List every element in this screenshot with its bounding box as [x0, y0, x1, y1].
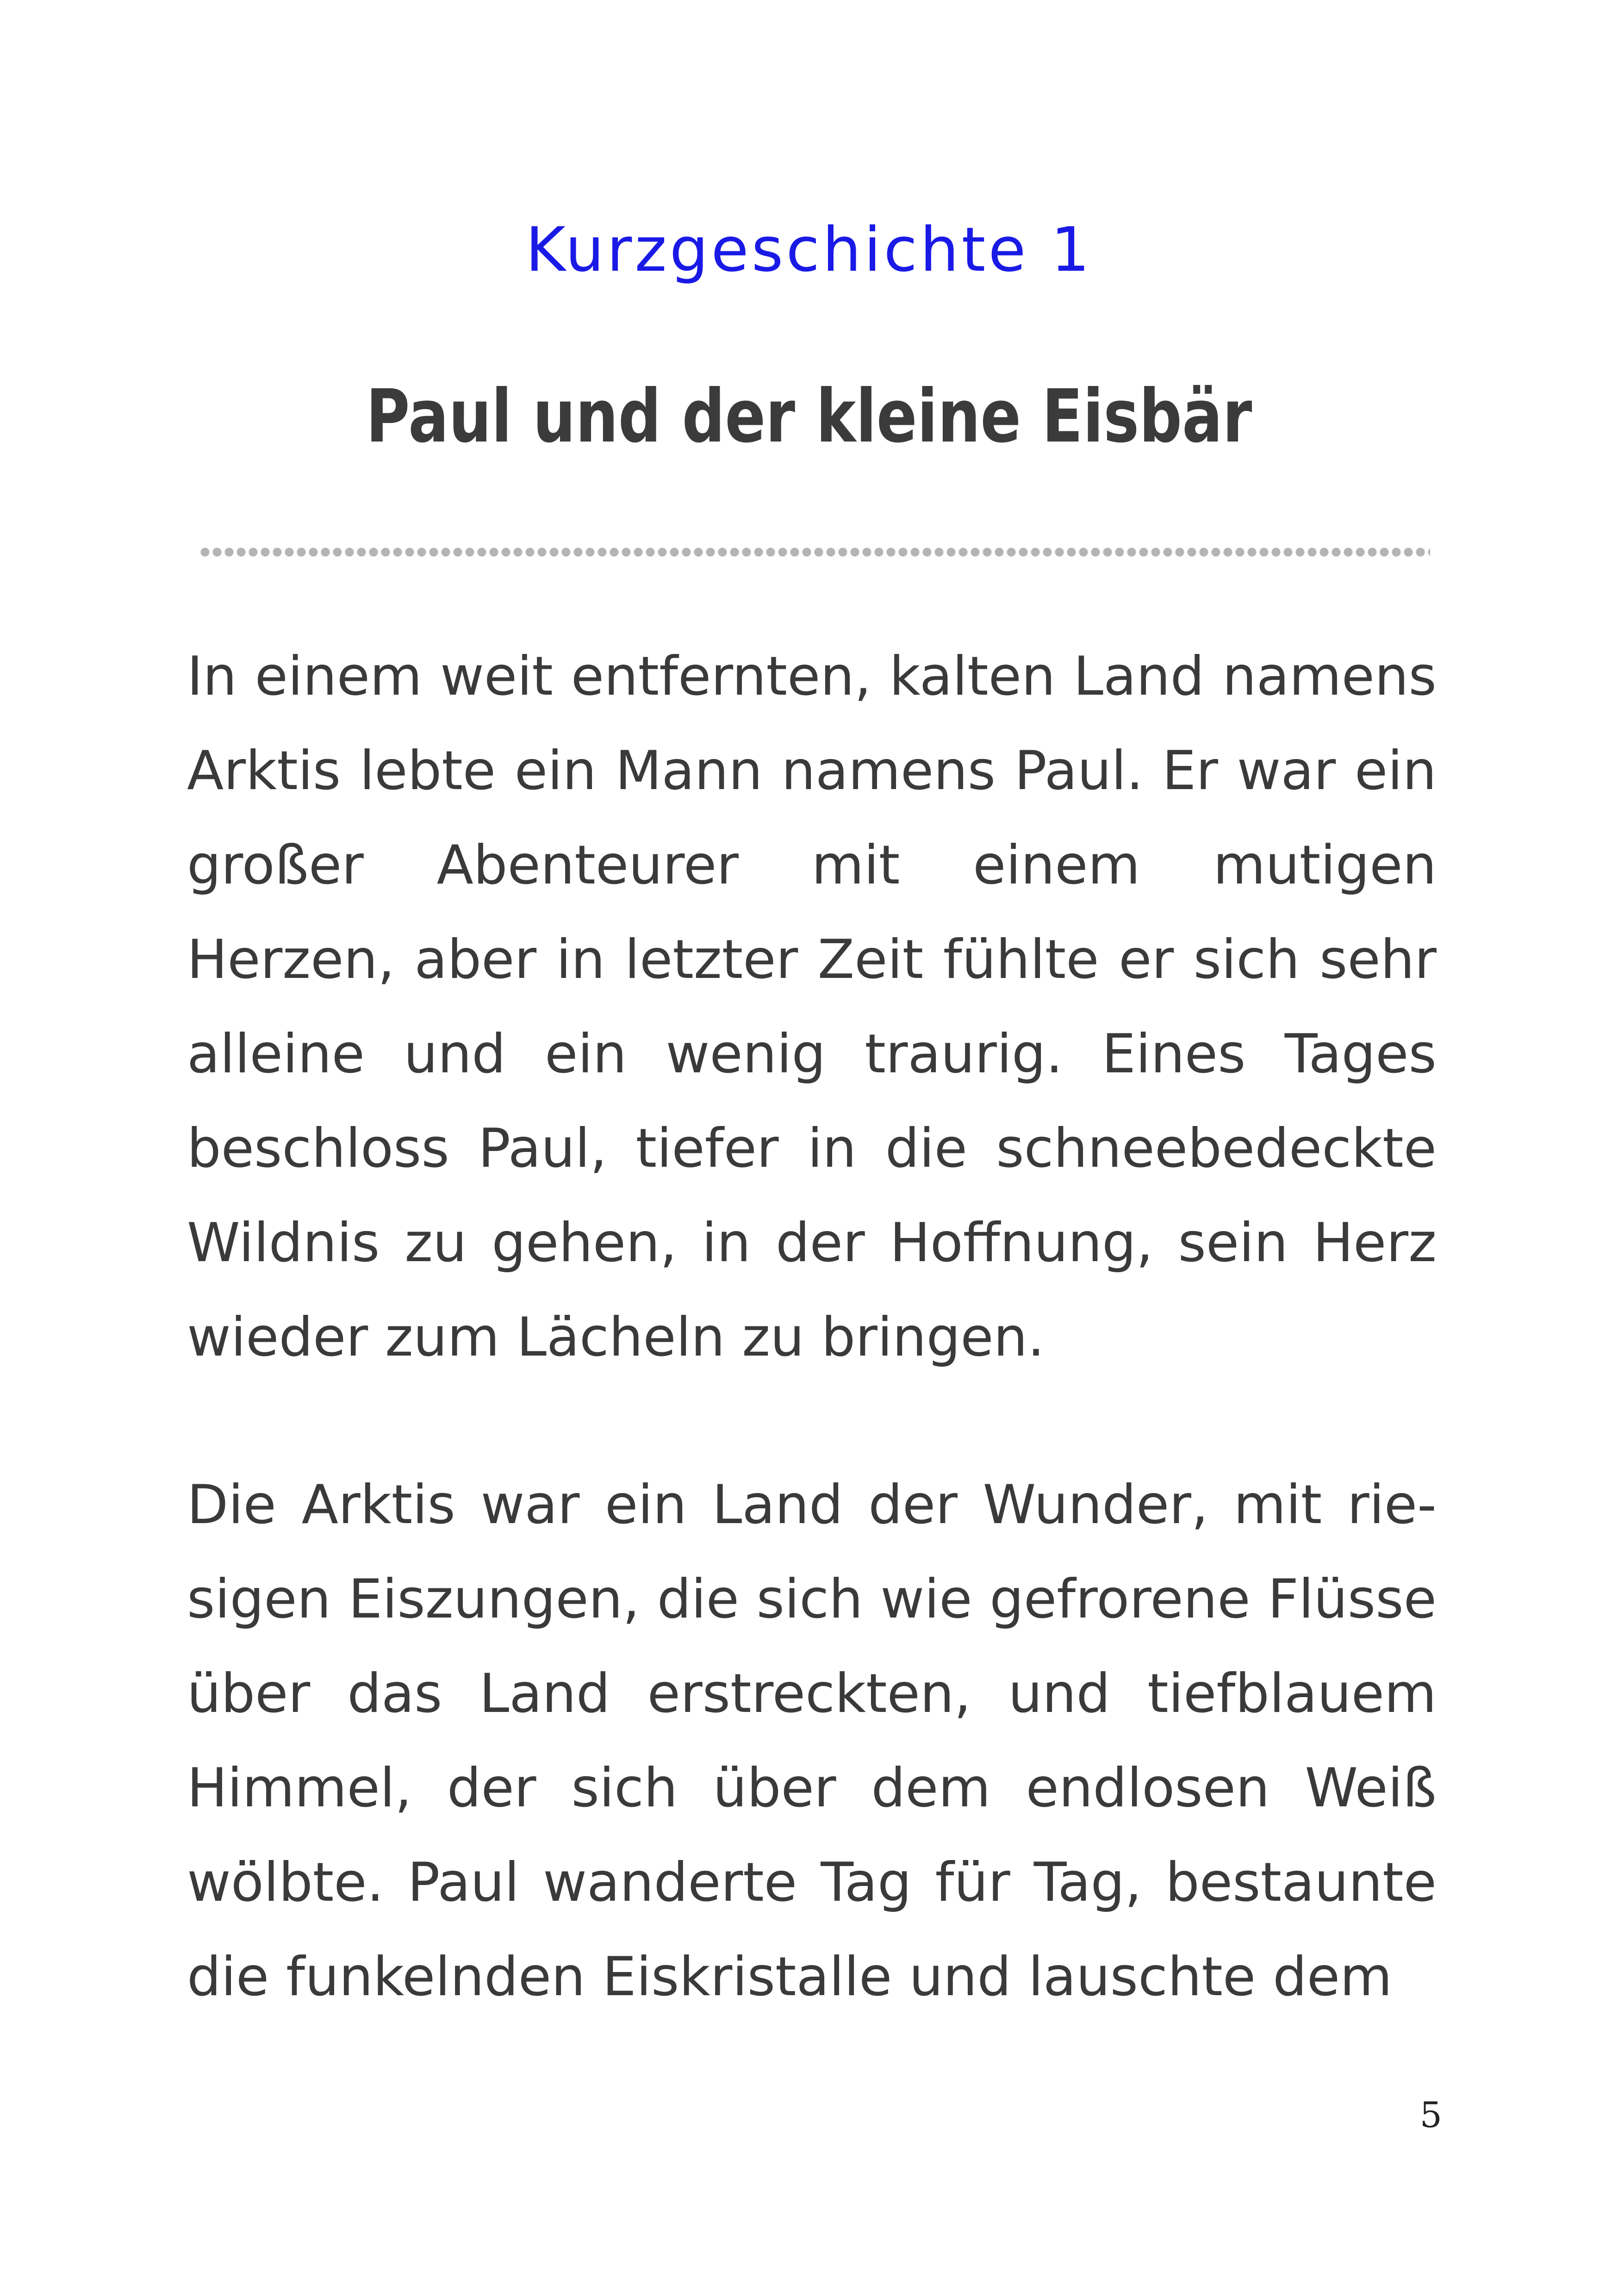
- chapter-label: Kurzgeschichte 1: [525, 214, 1093, 286]
- paragraph-2: Die Arktis war ein Land der Wunder, mit riesigen Eiszungen, die sich wie gefrorene Flüsse über das Land erstreckten, und tiefblauem Himmel, der sich über dem endlosen Weiß wölbte. Paul wanderte Tag für Tag, bestaunte die funkelnden Eiskristalle und lauschte dem: [187, 1474, 1437, 2008]
- dotted-divider: [199, 547, 1430, 557]
- page-number: 5: [1419, 2094, 1442, 2135]
- paragraph-1: In einem weit entfernten, kalten Land namens Arktis lebte ein Mann namens Paul. Er war ein großer Abenteurer mit einem mutigen Herzen, aber in letzter Zeit fühlte er sich sehr alleine und ein wenig traurig. Eines Tages beschloss Paul, tiefer in die schneebedeckte Wildnis zu gehen, in der Hoffnung, sein Herz wieder zum Lächeln zu bringen.: [187, 645, 1437, 1369]
- story-title: Paul und der kleine Eisbär: [366, 374, 1252, 459]
